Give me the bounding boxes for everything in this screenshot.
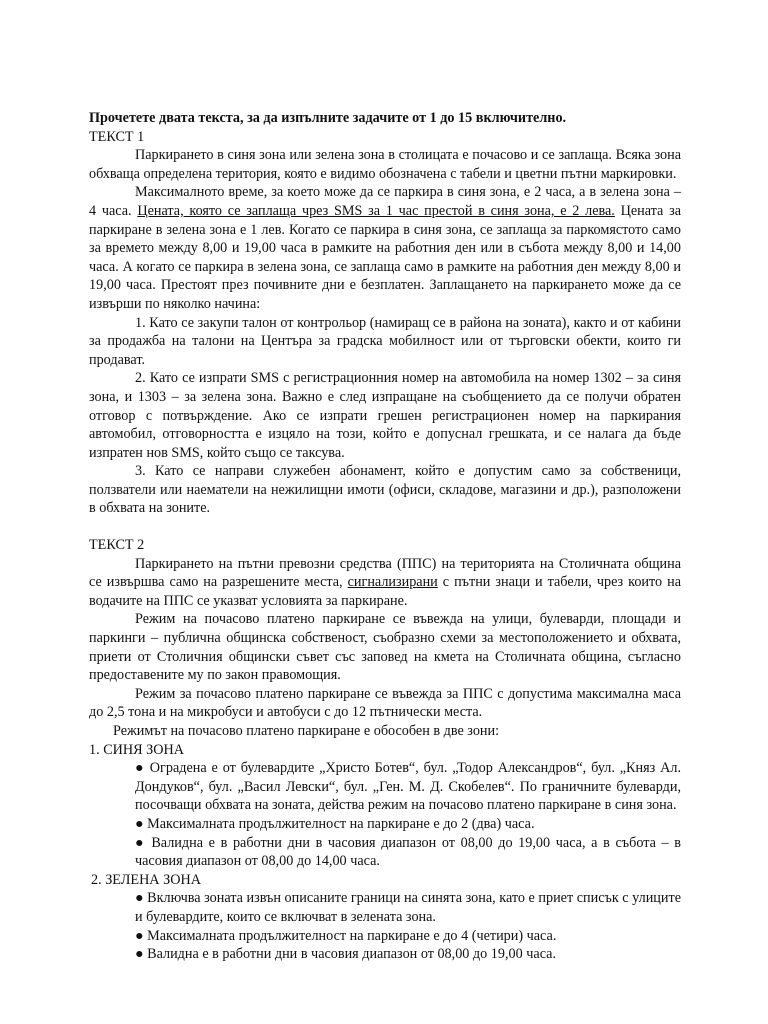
text1-paragraph-1: Паркирането в синя зона или зелена зона в столицата е почасово и се заплаща. Всяка зона обхваща определена територия, която е видимо обозначена с табели и цветни пътни маркировки.	[89, 147, 681, 182]
zone1-bullet-3	[89, 834, 681, 871]
text1-p2-start: Максималното време, за което може да се паркира в синя зона, е 2 часа, а в зелена зона – 4 часа.	[89, 184, 681, 219]
zone2-title: 2. ЗЕЛЕНА ЗОНА	[91, 871, 201, 888]
text2-p1-underlined: сигнализирани	[347, 574, 438, 591]
text1-heading: ТЕКСТ 1	[89, 128, 145, 145]
zone1-bullet-1: ● Оградена е от булевардите „Христо Ботев“, бул. „Тодор Александров“, бул. „Княз Ал. Дондуков“, бул. „Васил Левски“, бул. „Ген. М. Д. Скобелев“. По граничните булеварди, посочващи обхвата на зоната, действа режим на почасово платено паркиране в синя зона.	[135, 760, 681, 814]
text1-item-1: 1. Като се закупи талон от контрольор (намиращ се в района на зоната), както и от кабини за продажба на талони на Центъра за градска мобилност или от търговски обекти, които ги продават.	[89, 314, 681, 368]
zone2-bullet-3: ● Валидна е в работни дни в часовия диапазон от 08,00 до 19,00 часа.	[135, 946, 557, 963]
zone1-bullet-3-text: ● Валидна е в работни дни в часовия диапазон от 08,00 до 19,00 часа, а в събота – в часовия диапазон от 08,00 до 14,00 часа.	[135, 834, 681, 870]
zone2-bullet-1: ● Включва зоната извън описаните граници на синята зона, като е приет списък с улиците и булевардите, които се включват в зелената зона.	[135, 890, 681, 925]
text1-item-3: 3. Като се направи служебен абонамент, който е допустим само за собственици, ползватели или наематели на нежилищни имоти (офиси, складове, магазини и др.), разположени в обхвата на зоните.	[89, 463, 681, 517]
text2-paragraph-4: Режимът на почасово платено паркиране е обособен в две зони:	[113, 723, 500, 739]
text1-p2-underlined: Цената, която се заплаща чрез SMS за 1 час престой в синя зона, е 2 лева.	[137, 202, 615, 219]
section-gap	[89, 518, 681, 536]
instruction: Прочетете двата текста, за да изпълните задачите от 1 до 15 включително.	[89, 110, 567, 126]
text2-paragraph-1	[89, 555, 681, 611]
document-page	[89, 109, 681, 964]
text2-heading: ТЕКСТ 2	[89, 537, 145, 554]
text2-paragraph-3: Режим за почасово платено паркиране се въвежда за ППС с допустима максимална маса до 2,5 тона и на микробуси и автобуси с до 12 пътнически места.	[89, 685, 681, 721]
zone1-title: 1. СИНЯ ЗОНА	[89, 741, 184, 758]
text1-paragraph-2	[89, 183, 681, 313]
zone2-bullet-2: ● Максималната продължителност на паркиране е до 4 (четири) часа.	[135, 927, 557, 944]
text2-p1-end: с пътни знаци и табели, чрез които на водачите на ППС се указват условията за паркиране.	[89, 574, 681, 609]
text1-item-2: 2. Като се изпрати SMS с регистрационния номер на автомобила на номер 1302 – за синя зона, и 1303 – за зелена зона. Важно е след изпращане на съобщението да се получи обратен отговор с потвърждение. Ако се изпрати грешен регистрационен номер на паркирания автомобил, отговорността е изцяло на този, който е допуснал грешката, и се налага да бъде изпратен нов SMS, който също се таксува.	[89, 370, 681, 461]
text1-p2-end: Цената за паркиране в зелена зона е 1 лев. Когато се паркира в синя зона, се заплаща за паркомястото само за времето между 8,00 и 19,00 часа в рамките на работния ден или в събота между 8,00 и 14,00 часа. А когато се паркира в зелена зона, се заплаща само в рамките на работния ден между 8,00 и 19,00 часа. Престоят през почивните дни е безплатен. Заплащането на паркирането може да се извърши по няколко начина:	[89, 202, 681, 312]
zone1-bullet-2: ● Максималната продължителност на паркиране е до 2 (два) часа.	[135, 815, 535, 832]
text2-p1-start: Паркирането на пътни превозни средства (ППС) на територията на Столичната община се извършва само на разрешените места,	[89, 555, 681, 591]
text2-paragraph-2: Режим на почасово платено паркиране се въвежда на улици, булеварди, площади и паркинги – публична общинска собственост, съобразно схеми за местоположението и обхвата, приети от Столичния общински съвет със заповед на кмета на Столичната община, съгласно предоставените му по закон правомощия.	[89, 611, 681, 684]
